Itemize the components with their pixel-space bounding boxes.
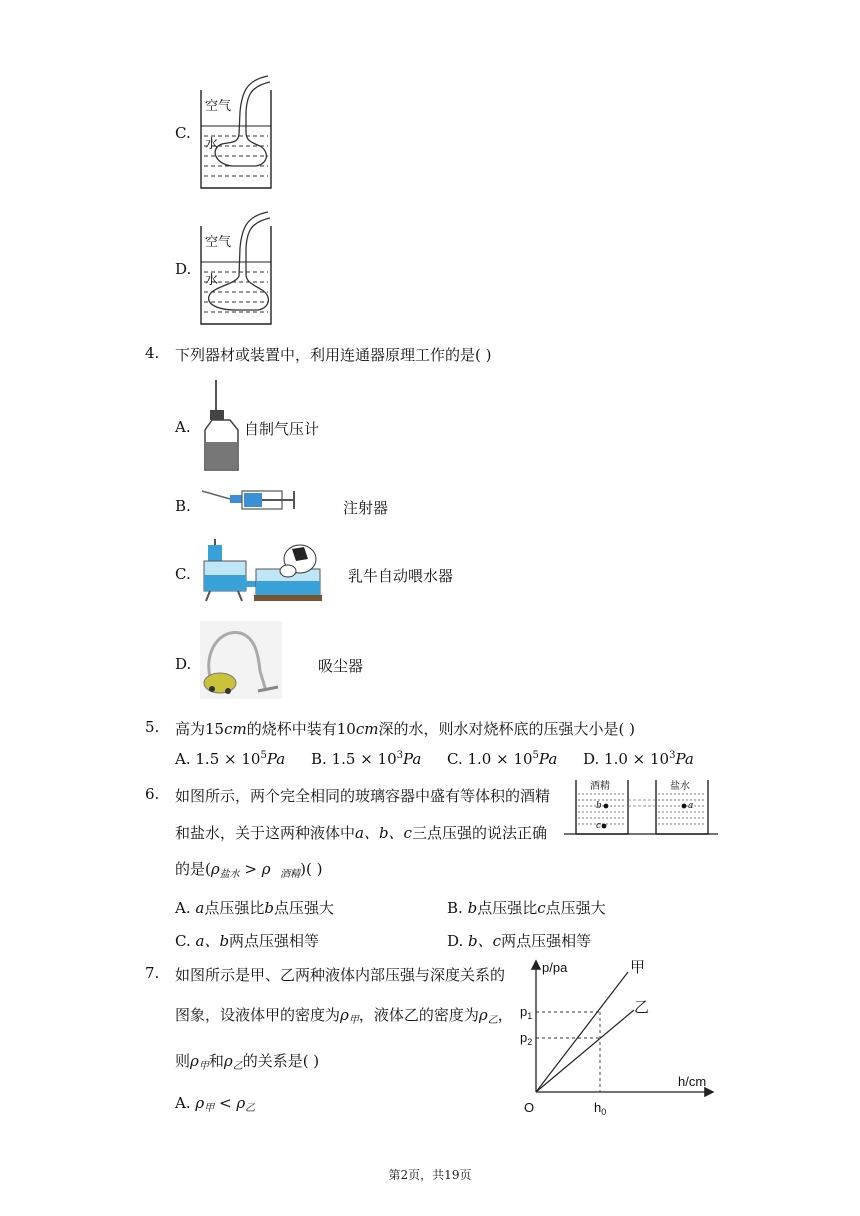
line-yi (536, 1010, 634, 1092)
option-a (175, 750, 285, 768)
p1-subscript: 1 (527, 1011, 533, 1021)
alcohol-label: 酒精 (590, 781, 610, 792)
cow-water-feeder-image (200, 537, 322, 605)
point-var: b (264, 899, 274, 917)
point-var: b (467, 899, 478, 917)
option-value: 1.5 × 10 (195, 750, 261, 768)
p2-subscript: 2 (527, 1037, 533, 1047)
pressure-depth-graph (516, 952, 720, 1124)
option-text: 点压强大 (545, 899, 606, 917)
line-jia (536, 972, 628, 1092)
option-text: 点压强比 (477, 899, 538, 917)
stem-part: 的烧杯中装有 (246, 720, 337, 738)
two-beakers-diagram (564, 776, 718, 838)
question-6-line3 (175, 858, 323, 880)
exponent: 5 (260, 750, 267, 761)
option-text: 两点压强相等 (229, 932, 320, 950)
option-c-label: C. (175, 124, 191, 142)
option-d (583, 750, 694, 768)
option-c-label: C. (175, 565, 191, 583)
option-label: C. (447, 750, 463, 768)
rho-subscript: 盐水 (219, 869, 240, 880)
rho-subscript: 甲 (204, 1103, 215, 1114)
question-6-line1: 如图所示，两个完全相同的玻璃容器中盛有等体积的酒精 (175, 787, 551, 805)
unit: Pa (266, 750, 286, 768)
unit: Pa (675, 750, 694, 768)
option-d-text: 吸尘器 (318, 657, 364, 675)
page-footer: 第2页，共19页 (388, 1168, 472, 1182)
option-b-text: 注射器 (343, 499, 389, 517)
question-4-stem: 下列器材或装置中，利用连通器原理工作的是( ) (175, 346, 492, 364)
option-d (447, 930, 591, 951)
stem-part: 的关系是( ) (242, 1052, 320, 1070)
rho-symbol: ρ (190, 1052, 199, 1070)
rho-subscript: 甲 (198, 1061, 209, 1072)
option-c-text: 乳牛自动喂水器 (348, 567, 454, 585)
point-a-label: a (688, 801, 694, 811)
rho-subscript: 乙 (245, 1103, 256, 1114)
air-label: 空气 (205, 99, 232, 114)
vacuum-cleaner-image (200, 621, 282, 699)
option-d-label: D. (175, 655, 192, 673)
barometer-bottle-image (200, 378, 242, 472)
unit: cm (355, 720, 379, 738)
exponent: 3 (396, 750, 403, 761)
point-var: a、b (195, 932, 230, 950)
question-5-stem (175, 718, 635, 739)
x-axis-label: h/cm (678, 1074, 707, 1089)
exponent: 5 (532, 750, 539, 761)
question-7-line3 (175, 1050, 319, 1072)
option-label: C. (175, 932, 191, 950)
stem-part: ， (497, 1006, 513, 1024)
unit: Pa (403, 750, 422, 768)
option-label: A. (175, 750, 191, 768)
option-value: 1.0 × 10 (467, 750, 533, 768)
option-value: 1.0 × 10 (604, 750, 670, 768)
stem-part: )( ) (300, 860, 323, 878)
rho-symbol: ρ (261, 860, 271, 878)
option-label: A. (175, 899, 191, 917)
question-7-line1: 如图所示是甲、乙两种液体内部压强与深度关系的 (175, 966, 506, 984)
option-b (311, 750, 421, 768)
point-var: b、c (468, 932, 502, 950)
question-7-number: 7. (145, 964, 160, 982)
point-b-label: b (596, 801, 602, 811)
point-vars: a、b、c (355, 824, 412, 842)
stem-part: 则 (175, 1052, 191, 1070)
jia-label: 甲 (630, 958, 646, 976)
point-c-label: c (596, 821, 602, 831)
option-c (447, 750, 557, 768)
point-var: a (195, 899, 205, 917)
h0-subscript: 0 (601, 1107, 607, 1117)
p2-label (520, 1030, 532, 1047)
stem-part: 和盐水，关于这两种液体中 (175, 824, 356, 842)
stem-part: 高为 (175, 720, 206, 738)
p2-symbol: p (520, 1030, 528, 1045)
rho-subscript: 酒精 (280, 869, 301, 880)
option-b (447, 897, 606, 918)
air-label: 空气 (205, 235, 232, 250)
stem-part: 和 (208, 1052, 224, 1070)
option-label: D. (447, 932, 464, 950)
stem-part: 图象，设液体甲的密度为 (175, 1006, 341, 1024)
unit: cm (224, 720, 247, 738)
option-a (175, 1094, 255, 1114)
rho-symbol: ρ (236, 1094, 246, 1112)
water-label: 水 (205, 273, 219, 288)
rho-subscript: 甲 (348, 1015, 359, 1026)
tube-in-water-diagram-c (196, 72, 278, 194)
saltwater-label: 盐水 (670, 781, 690, 792)
rho-symbol: ρ (195, 1094, 205, 1112)
option-label: B. (311, 750, 327, 768)
question-6-line2 (175, 822, 547, 843)
option-value: 1.5 × 10 (331, 750, 397, 768)
option-a (175, 897, 334, 918)
syringe-image (200, 483, 300, 519)
option-d-label: D. (175, 260, 192, 278)
water-label: 水 (205, 137, 219, 152)
question-5-number: 5. (145, 718, 160, 736)
stem-part: 深的水，则水对烧杯底的压强大小是( ) (378, 720, 635, 738)
p1-symbol: p (520, 1004, 528, 1019)
unit: Pa (538, 750, 558, 768)
rho-symbol: ρ (223, 1052, 233, 1070)
option-label: D. (583, 750, 600, 768)
option-a-label: A. (175, 418, 191, 436)
height-value: 15 (205, 720, 225, 738)
depth-value: 10 (336, 720, 356, 738)
rho-symbol: ρ (210, 860, 220, 878)
question-4-number: 4. (145, 344, 160, 362)
y-axis-label: p/pa (542, 960, 568, 975)
tube-in-water-diagram-d (196, 208, 278, 330)
stem-part: 的是( (175, 860, 211, 878)
yi-label: 乙 (634, 998, 650, 1016)
point-var: c (537, 899, 546, 917)
question-6-number: 6. (145, 785, 160, 803)
option-label: A. (175, 1094, 191, 1112)
rho-subscript: 乙 (487, 1015, 498, 1026)
question-7-line2 (175, 1004, 513, 1026)
h0-symbol: h (594, 1100, 602, 1115)
h0-label (594, 1100, 606, 1117)
rho-subscript: 乙 (232, 1061, 243, 1072)
operator: < (214, 1094, 237, 1112)
rho-symbol: ρ (340, 1006, 349, 1024)
rho-symbol: ρ (478, 1006, 488, 1024)
option-a-text: 自制气压计 (244, 420, 320, 438)
stem-part: ，液体乙的密度为 (358, 1006, 479, 1024)
option-b-label: B. (175, 497, 191, 515)
exponent: 3 (669, 750, 676, 761)
option-text: 点压强比 (204, 899, 265, 917)
option-c (175, 930, 319, 951)
option-text: 两点压强相等 (501, 932, 592, 950)
option-label: B. (447, 899, 463, 917)
option-text: 点压强大 (273, 899, 334, 917)
p1-label (520, 1004, 532, 1021)
stem-part: 三点压强的说法正确 (411, 824, 547, 842)
operator: > (239, 860, 262, 878)
origin-label: O (524, 1100, 535, 1115)
